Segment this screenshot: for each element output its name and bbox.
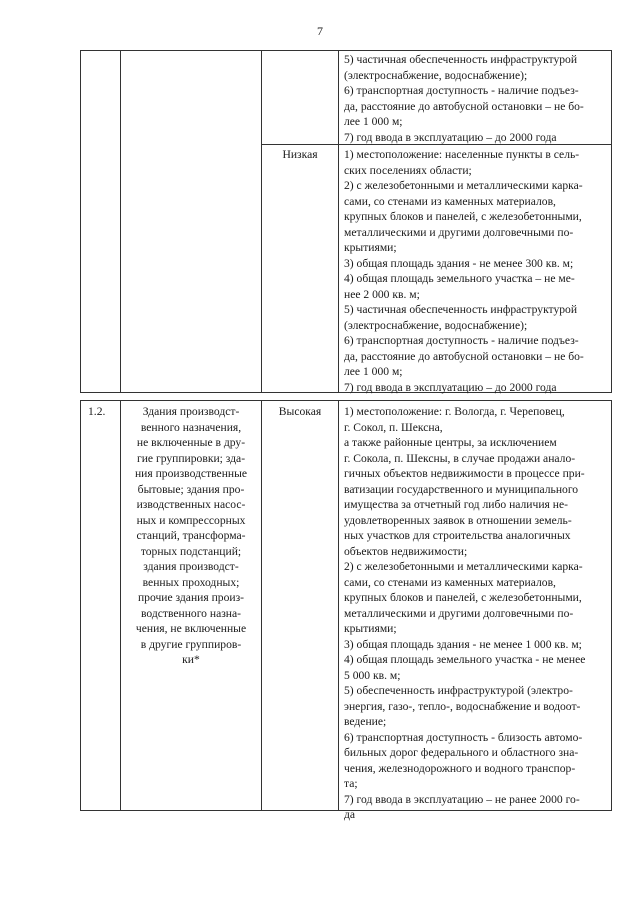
name-line: прочие здания произ- <box>137 591 245 604</box>
criteria-line: 5) обеспеченность инфраструктурой (электро- <box>344 684 573 697</box>
criteria-line: крупных блоков и панелей, с железобетонными, <box>344 210 582 223</box>
name-line: изводственных насос- <box>136 498 246 511</box>
criteria-continued <box>344 52 608 145</box>
name-line: торных подстанций; <box>140 544 242 558</box>
category-low: Низкая <box>282 148 318 161</box>
column-divider <box>611 50 612 393</box>
column-divider <box>80 400 81 811</box>
criteria-line: 6) транспортная доступность - наличие подъез- <box>344 84 579 97</box>
criteria-line: крытиями; <box>344 241 397 254</box>
criteria-line: сами, со стенами из каменных материалов, <box>344 194 556 208</box>
criteria-line: объектов недвижимости; <box>344 544 468 558</box>
criteria-line: ных участков для строительства аналогичных <box>344 529 571 542</box>
criteria-line: крытиями; <box>344 622 397 635</box>
criteria-line: удовлетворенных заявок в отношении земель- <box>344 513 572 527</box>
column-divider <box>80 50 81 393</box>
column-divider <box>261 50 262 393</box>
criteria-line: 6) транспортная доступность - наличие подъез- <box>344 334 579 347</box>
criteria-line: энергия, газо-, тепло-, водоснабжение и водоот- <box>344 699 581 713</box>
column-divider <box>338 400 339 811</box>
criteria-line: 5 000 кв. м; <box>344 668 401 682</box>
criteria-line: г. Сокол, п. Шексна, <box>344 420 443 434</box>
criteria-line: ватизации государственного и муниципального <box>344 482 579 496</box>
page-number: 7 <box>317 24 323 38</box>
category-high: Высокая <box>278 405 322 418</box>
name-line: чения, не включенные <box>135 622 247 635</box>
criteria-line: гичных объектов недвижимости в процессе при- <box>344 467 585 480</box>
row-divider <box>80 50 612 51</box>
name-line: бытовые; здания про- <box>137 482 245 496</box>
name-line: гие группировки; зда- <box>136 451 246 465</box>
criteria-line: лее 1 000 м; <box>344 115 403 128</box>
name-line: венного назначения, <box>140 420 242 434</box>
name-line: не включенные в дру- <box>136 436 246 449</box>
row-divider <box>80 400 612 401</box>
criteria-line: 5) частичная обеспеченность инфраструктурой <box>344 53 578 66</box>
criteria-line: да, расстояние до автобусной остановки – не бо- <box>344 99 584 113</box>
column-divider <box>338 50 339 393</box>
name-line: здания производст- <box>143 560 239 573</box>
criteria-line: 4) общая площадь земельного участка - не менее <box>344 653 586 666</box>
name-line: в другие группиров- <box>140 637 242 651</box>
building-type-name <box>121 404 261 668</box>
criteria-line: металлическими и другими долговечными по- <box>344 606 574 620</box>
criteria-line: 4) общая площадь земельного участка – не ме- <box>344 272 575 285</box>
criteria-high <box>344 404 608 823</box>
criteria-line: нее 2 000 кв. м; <box>344 287 420 301</box>
criteria-line: ведение; <box>344 715 387 728</box>
criteria-line: 1) местоположение: населенные пункты в сель- <box>344 148 580 161</box>
criteria-line: 7) год ввода в эксплуатацию – до 2000 года <box>344 380 557 394</box>
criteria-line: 1) местоположение: г. Вологда, г. Череповец, <box>344 405 565 418</box>
column-divider <box>261 400 262 811</box>
criteria-line: 2) с железобетонными и металлическими карка- <box>344 179 583 192</box>
name-line: станций, трансформа- <box>136 529 246 542</box>
name-line: ния производственные <box>134 467 248 480</box>
criteria-line: да <box>344 808 356 821</box>
criteria-line: чения, железнодорожного и водного транспор- <box>344 761 576 775</box>
criteria-line: та; <box>344 777 358 790</box>
name-line: водственного назна- <box>140 606 242 620</box>
criteria-line: крупных блоков и панелей, с железобетонными, <box>344 591 582 604</box>
criteria-line: ских поселениях области; <box>344 163 472 177</box>
name-line: венных проходных; <box>142 575 240 589</box>
column-divider <box>611 400 612 811</box>
criteria-line: 7) год ввода в эксплуатацию – не ранее 2000 го- <box>344 792 580 806</box>
criteria-line: (электроснабжение, водоснабжение); <box>344 318 528 332</box>
criteria-line: а также районные центры, за исключением <box>344 436 557 449</box>
criteria-line: (электроснабжение, водоснабжение); <box>344 68 528 82</box>
criteria-line: 2) с железобетонными и металлическими карка- <box>344 560 583 573</box>
criteria-line: бильных дорог федерального и областного зна- <box>344 746 579 759</box>
name-line: Здания производст- <box>142 405 240 418</box>
row-number: 1.2. <box>88 405 106 418</box>
criteria-line: лее 1 000 м; <box>344 365 403 378</box>
name-line: ки* <box>182 653 200 666</box>
criteria-line: металлическими и другими долговечными по- <box>344 225 574 239</box>
criteria-line: сами, со стенами из каменных материалов, <box>344 575 556 589</box>
criteria-line: да, расстояние до автобусной остановки – не бо- <box>344 349 584 363</box>
criteria-line: 6) транспортная доступность - близость автомо- <box>344 730 583 744</box>
criteria-line: г. Сокола, п. Шексны, в случае продажи анало- <box>344 451 576 465</box>
criteria-line: 3) общая площадь здания - не менее 1 000 кв. м; <box>344 637 582 651</box>
criteria-line: 7) год ввода в эксплуатацию – до 2000 года <box>344 130 557 144</box>
criteria-line: имущества за отчетный год либо наличия не- <box>344 498 568 511</box>
name-line: ных и компрессорных <box>136 513 246 527</box>
criteria-line: 3) общая площадь здания - не менее 300 кв. м; <box>344 256 574 270</box>
criteria-low <box>344 147 608 395</box>
column-divider <box>120 50 121 393</box>
criteria-line: 5) частичная обеспеченность инфраструктурой <box>344 303 578 316</box>
